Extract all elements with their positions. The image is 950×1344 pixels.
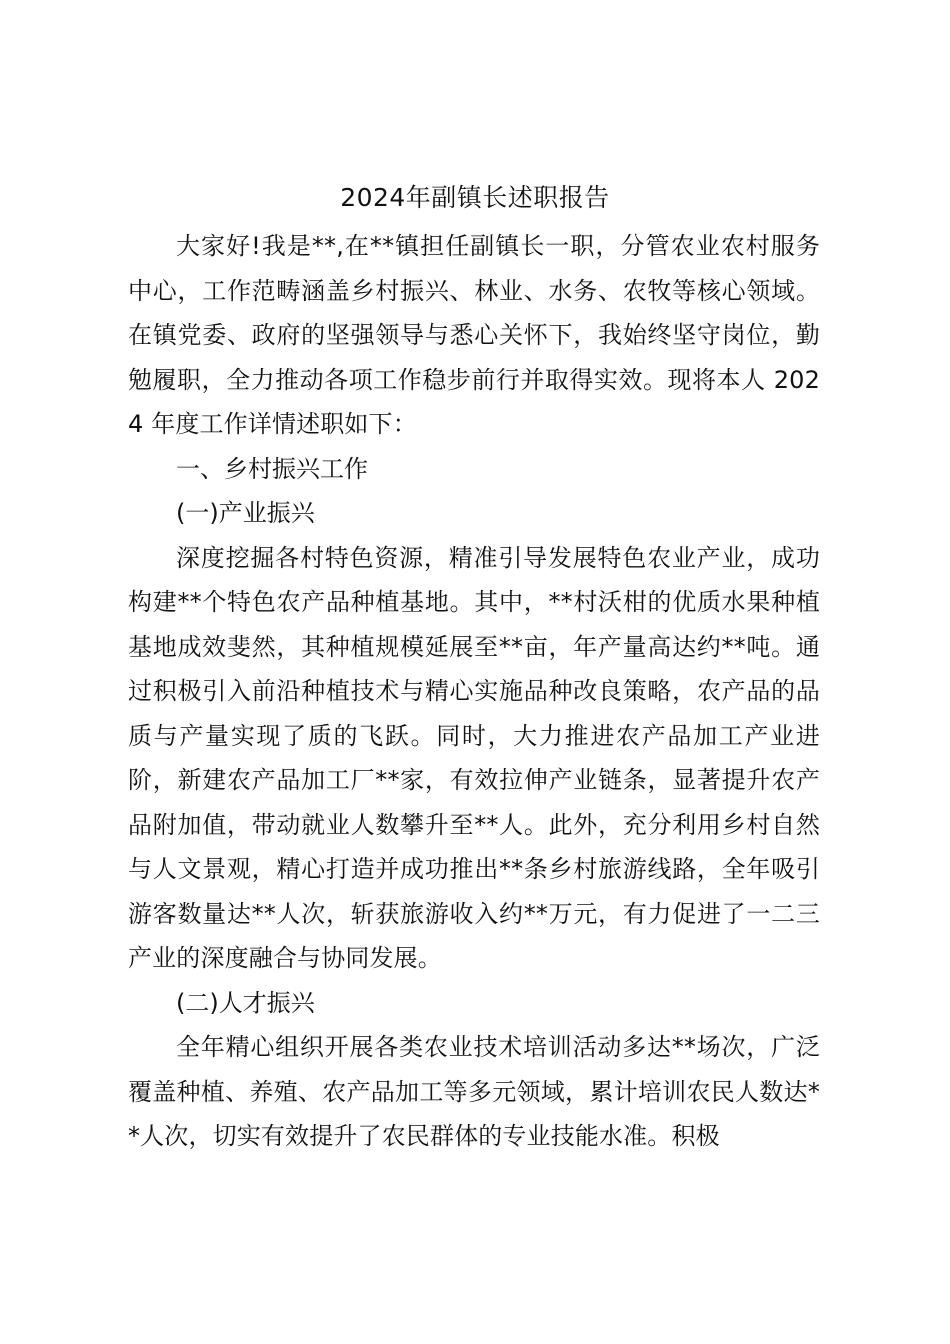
talent-paragraph: 全年精心组织开展各类农业技术培训活动多达**场次，广泛覆盖种植、养殖、农产品加工等多元领域，累计培训农民人数达**人次，切实有效提升了农民群体的专业技能水准。积极: [128, 1033, 820, 1150]
document-body: [128, 224, 820, 1159]
subsection-heading-industry: (一)产业振兴: [176, 499, 315, 527]
industry-paragraph: 深度挖掘各村特色资源，精准引导发展特色农业产业，成功构建**个特色农产品种植基地。其中，**村沃柑的优质水果种植基地成效斐然，其种植规模延展至**亩，年产量高达约**吨。通过积极引入前沿种植技术与精心实施品种改良策略，农产品的品质与产量实现了质的飞跃。同时，大力推进农产品加工产业进阶，新建农产品加工厂**家，有效拉伸产业链条，显著提升农产品附加值，带动就业人数攀升至**人。此外，充分利用乡村自然与人文景观，精心打造并成功推出**条乡村旅游线路，全年吸引游客数量达**人次，斩获旅游收入约**万元，有力促进了一二三产业的深度融合与协同发展。: [128, 543, 820, 972]
intro-paragraph: 大家好!我是**,在**镇担任副镇长一职，分管农业农村服务中心，工作范畴涵盖乡村振兴、林业、水务、农牧等核心领域。在镇党委、政府的坚强领导与悉心关怀下，我始终坚守岗位，勤勉履职，全力推动各项工作稳步前行并取得实效。现将本人 2024 年度工作详情述职如下：: [128, 232, 820, 438]
section-heading-rural-revitalization: 一、乡村振兴工作: [176, 454, 368, 483]
subsection-heading-talent: (二)人才振兴: [176, 988, 315, 1017]
document-title: 2024年副镇长述职报告: [340, 183, 610, 212]
